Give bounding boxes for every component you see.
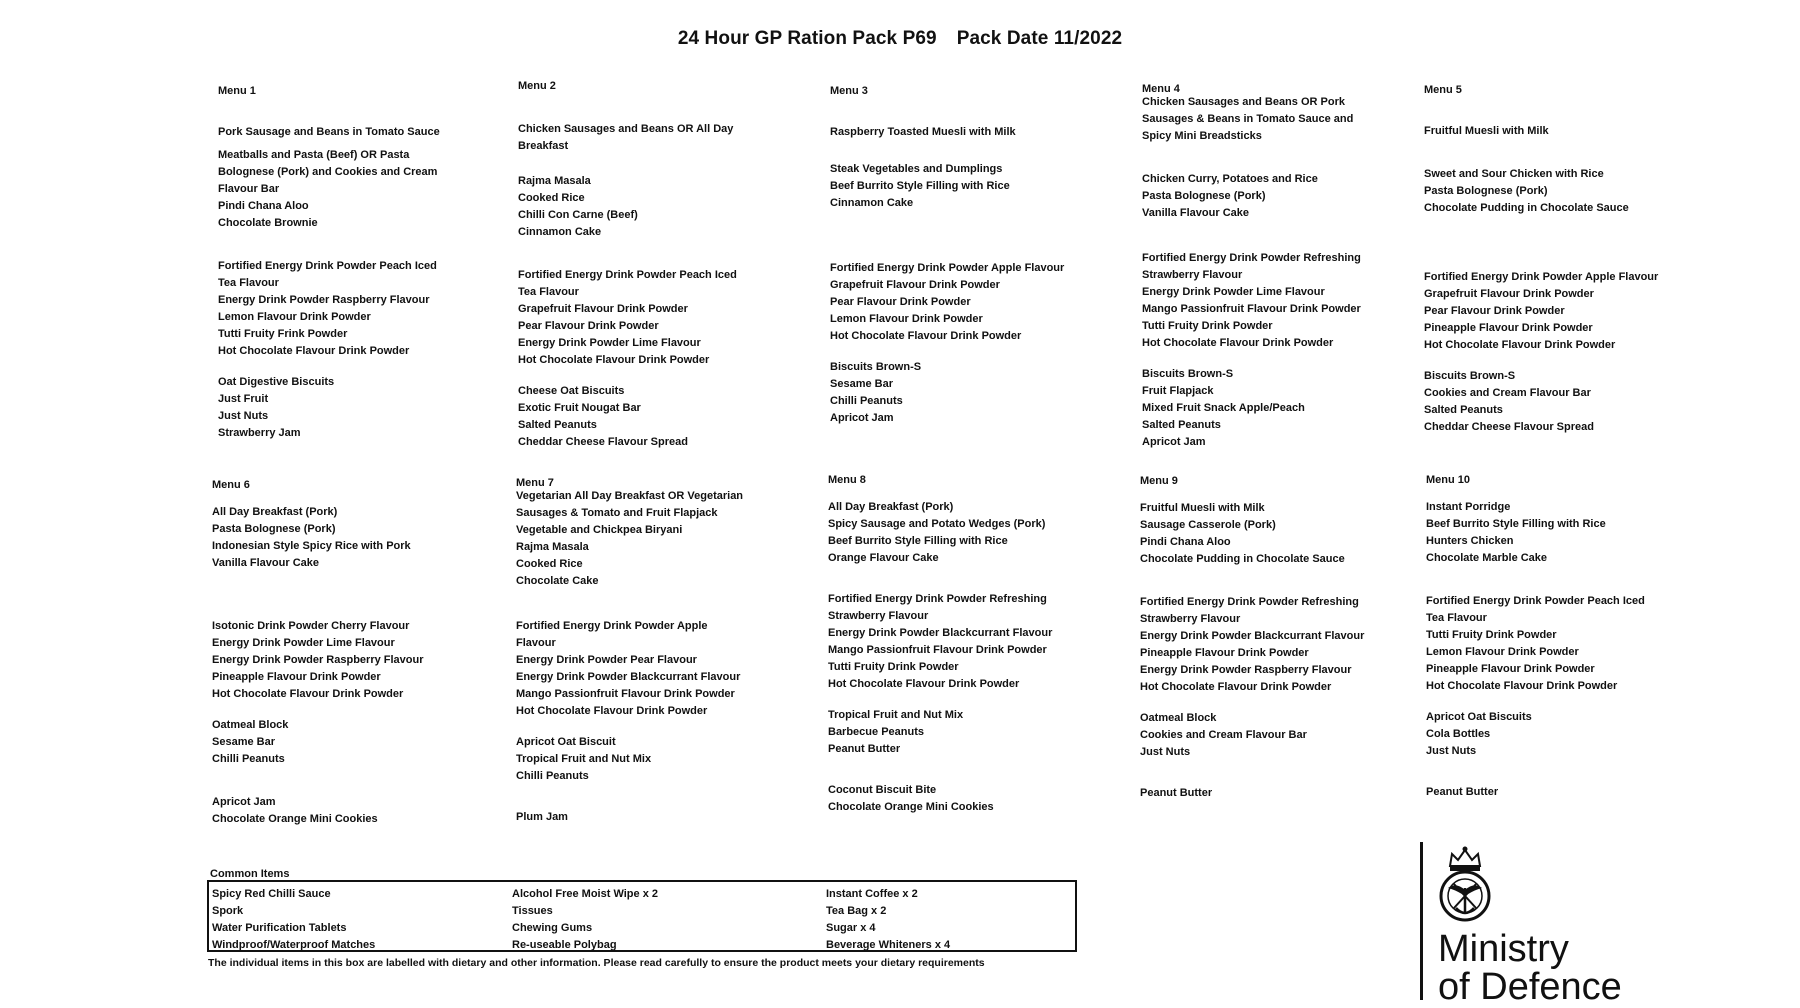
menu-item: Fortified Energy Drink Powder Apple Flavour — [830, 262, 1065, 274]
menu-item: Apricot Jam — [830, 412, 894, 424]
menu-item-group — [828, 499, 1088, 567]
menu-item: Chilli Peanuts — [516, 770, 589, 782]
menu-item-group — [1426, 784, 1656, 801]
menu-item: Pork Sausage and Beans in Tomato Sauce — [218, 126, 440, 138]
common-item: Spicy Red Chilli Sauce — [212, 888, 331, 900]
menu-item: Cheddar Cheese Flavour Spread — [1424, 421, 1594, 433]
menu-title: Menu 9 — [1140, 475, 1178, 487]
menu-item-group — [516, 734, 746, 785]
mod-wordmark-line2: of Defence — [1438, 966, 1622, 1008]
menu-2 — [518, 79, 758, 451]
menu-item: Peanut Butter — [1426, 786, 1499, 798]
menu-item: Sausage Casserole (Pork) — [1140, 519, 1276, 531]
menu-item: Vegetable and Chickpea Biryani — [516, 524, 683, 536]
pack-title: 24 Hour GP Ration Pack P69 — [677, 28, 937, 49]
common-items-label: Common Items — [210, 868, 290, 880]
menu-item-group — [212, 717, 447, 768]
mod-wordmark-line1: Ministry — [1438, 928, 1569, 970]
menu-item: Chocolate Cake — [516, 575, 599, 587]
common-item: Instant Coffee x 2 — [826, 888, 918, 900]
menu-item: Chicken Curry, Potatoes and Rice — [1142, 173, 1318, 185]
menu-item: Chilli Peanuts — [830, 395, 903, 407]
menu-title: Menu 8 — [828, 474, 866, 486]
menu-6 — [212, 478, 447, 828]
common-items-box — [207, 880, 1077, 952]
menu-item: Energy Drink Powder Raspberry Flavour — [1140, 664, 1352, 676]
menu-item: Cookies and Cream Flavour Bar — [1140, 729, 1307, 741]
common-column — [826, 886, 1066, 954]
menu-item: Barbecue Peanuts — [828, 726, 924, 738]
menu-item: Salted Peanuts — [1142, 419, 1221, 431]
menu-item: Sesame Bar — [212, 736, 275, 748]
menu-item-group — [1140, 785, 1365, 802]
menu-item: Chocolate Orange Mini Cookies — [828, 801, 994, 813]
logo-divider — [1420, 842, 1423, 1000]
menu-item: Hot Chocolate Flavour Drink Powder — [212, 688, 404, 700]
menu-item: Peanut Butter — [828, 743, 901, 755]
menu-item: Just Fruit — [218, 393, 269, 405]
menu-item-group — [518, 173, 758, 241]
menu-item-group — [830, 359, 1070, 427]
pack-date: Pack Date 11/2022 — [956, 28, 1123, 49]
menu-item: Energy Drink Powder Raspberry Flavour — [212, 654, 424, 666]
menu-item: Vanilla Flavour Cake — [1142, 207, 1249, 219]
menu-item: Grapefruit Flavour Drink Powder — [1424, 288, 1594, 300]
menu-item: Tropical Fruit and Nut Mix — [828, 709, 964, 721]
menu-item: Indonesian Style Spicy Rice with Pork — [212, 540, 411, 552]
menu-item-group — [828, 782, 1088, 816]
menu-item: Chocolate Pudding in Chocolate Sauce — [1140, 553, 1345, 565]
menu-item: Strawberry Jam — [218, 427, 301, 439]
menu-item: Chocolate Brownie — [218, 217, 318, 229]
menu-item: Pasta Bolognese (Pork) — [1142, 190, 1266, 202]
menu-item: Fortified Energy Drink Powder Peach Iced Tea Flavour — [1426, 595, 1645, 624]
menu-title: Menu 5 — [1424, 84, 1462, 96]
menu-item: Rajma Masala — [518, 175, 591, 187]
menu-item: Mango Passionfruit Flavour Drink Powder — [516, 688, 735, 700]
common-item: Alcohol Free Moist Wipe x 2 — [512, 888, 658, 900]
menu-item: Vanilla Flavour Cake — [212, 557, 319, 569]
menu-item: Cooked Rice — [518, 192, 585, 204]
menu-item: Fortified Energy Drink Powder Peach Iced Tea Flavour — [218, 260, 437, 289]
menu-item: Instant Porridge — [1426, 501, 1511, 513]
menu-item: Fortified Energy Drink Powder Peach Iced Tea Flavour — [518, 269, 737, 298]
menu-item: Biscuits Brown-S — [1142, 368, 1234, 380]
menu-item: Chilli Con Carne (Beef) — [518, 209, 638, 221]
menu-item: Pear Flavour Drink Powder — [1424, 305, 1565, 317]
menu-item-group — [830, 161, 1070, 212]
menu-item: Plum Jam — [516, 811, 568, 823]
menu-item: Oatmeal Block — [1140, 712, 1217, 724]
menu-item: Energy Drink Powder Lime Flavour — [518, 337, 701, 349]
menu-1 — [218, 84, 448, 442]
menu-item: Tutti Fruity Drink Powder — [1142, 320, 1273, 332]
menu-item: Mango Passionfruit Flavour Drink Powder — [1142, 303, 1361, 315]
page-title — [0, 28, 1800, 50]
common-item: Beverage Whiteners x 4 — [826, 939, 951, 951]
menu-item: Sweet and Sour Chicken with Rice — [1424, 168, 1604, 180]
common-item: Chewing Gums — [512, 922, 593, 934]
menu-item: Cheddar Cheese Flavour Spread — [518, 436, 688, 448]
menu-item: Oatmeal Block — [212, 719, 289, 731]
menu-5 — [1424, 83, 1664, 436]
menu-item: Pineapple Flavour Drink Powder — [1140, 647, 1309, 659]
menu-item: Isotonic Drink Powder Cherry Flavour — [212, 620, 410, 632]
menu-item-group — [828, 707, 1088, 758]
common-item: Water Purification Tablets — [212, 922, 347, 934]
menu-item: Hot Chocolate Flavour Drink Powder — [828, 678, 1020, 690]
menu-item: Apricot Oat Biscuit — [516, 736, 616, 748]
menu-8 — [828, 473, 1088, 816]
menu-item: Cola Bottles — [1426, 728, 1491, 740]
mod-wordmark — [1438, 930, 1622, 1006]
menu-title: Menu 4 — [1142, 83, 1180, 95]
menu-item: Mango Passionfruit Flavour Drink Powder — [828, 644, 1047, 656]
menu-item-group — [516, 488, 746, 590]
menu-item-group — [1142, 171, 1367, 222]
menu-item: Beef Burrito Style Filling with Rice — [1426, 518, 1606, 530]
menu-item: Energy Drink Powder Blackcurrant Flavour — [828, 627, 1053, 639]
menu-item: Vegetarian All Day Breakfast OR Vegetarian Sausages & Tomato and Fruit Flapjack — [516, 490, 744, 519]
menu-item: Fruitful Muesli with Milk — [1424, 125, 1549, 137]
menu-item: Grapefruit Flavour Drink Powder — [830, 279, 1000, 291]
menu-item-group — [1426, 499, 1656, 567]
menu-title: Menu 7 — [516, 477, 554, 489]
menu-item: Apricot Jam — [1142, 436, 1206, 448]
common-item: Windproof/Waterproof Matches — [212, 939, 376, 951]
menu-item: Lemon Flavour Drink Powder — [218, 311, 371, 323]
menu-item: Tutti Fruity Frink Powder — [218, 328, 348, 340]
menu-item: Pasta Bolognese (Pork) — [212, 523, 336, 535]
menu-item-group — [212, 618, 447, 703]
menu-item: Just Nuts — [1426, 745, 1477, 757]
menu-item: Cinnamon Cake — [518, 226, 602, 238]
menu-item-group — [1142, 366, 1367, 451]
menu-item: Chicken Sausages and Beans OR All Day Breakfast — [518, 123, 734, 152]
menu-item-group — [1140, 594, 1365, 696]
common-item: Sugar x 4 — [826, 922, 876, 934]
menu-item: Tutti Fruity Drink Powder — [1426, 629, 1557, 641]
menu-item: Fortified Energy Drink Powder Apple Flavour — [1424, 271, 1659, 283]
menu-item: Cinnamon Cake — [830, 197, 914, 209]
menu-item: Spicy Sausage and Potato Wedges (Pork) — [828, 518, 1046, 530]
mod-crest-icon — [1434, 844, 1496, 926]
menu-item: Meatballs and Pasta (Beef) OR Pasta Bolognese (Pork) and Cookies and Cream Flavour Bar — [218, 149, 438, 195]
menu-item: Pasta Bolognese (Pork) — [1424, 185, 1548, 197]
menu-item-group — [828, 591, 1088, 693]
common-column — [212, 886, 502, 954]
menu-item-group — [1142, 250, 1367, 352]
menu-item-group — [1140, 710, 1365, 761]
menu-item: Pear Flavour Drink Powder — [830, 296, 971, 308]
menu-item: Hot Chocolate Flavour Drink Powder — [516, 705, 708, 717]
menu-item: Biscuits Brown-S — [1424, 370, 1516, 382]
menu-item: Cheese Oat Biscuits — [518, 385, 625, 397]
menu-item-group — [1426, 593, 1656, 695]
menu-item: Just Nuts — [1140, 746, 1191, 758]
menu-item: Grapefruit Flavour Drink Powder — [518, 303, 688, 315]
menu-item: All Day Breakfast (Pork) — [212, 506, 338, 518]
mod-logo — [1420, 842, 1640, 1008]
menu-item-group — [1424, 123, 1664, 140]
menu-item: Peanut Butter — [1140, 787, 1213, 799]
menu-item: Energy Drink Powder Lime Flavour — [212, 637, 395, 649]
menu-item: Raspberry Toasted Muesli with Milk — [830, 126, 1016, 138]
common-item: Spork — [212, 905, 244, 917]
menu-item: Energy Drink Powder Raspberry Flavour — [218, 294, 430, 306]
menu-item: Energy Drink Powder Pear Flavour — [516, 654, 697, 666]
menu-item: Hot Chocolate Flavour Drink Powder — [1424, 339, 1616, 351]
menu-4 — [1142, 82, 1367, 451]
menu-title: Menu 3 — [830, 85, 868, 97]
menu-item-group — [218, 147, 448, 232]
menu-item: Tropical Fruit and Nut Mix — [516, 753, 652, 765]
menu-item-group — [1426, 709, 1656, 760]
menu-item: Energy Drink Powder Lime Flavour — [1142, 286, 1325, 298]
menu-item-group — [516, 809, 746, 826]
menu-item: Fortified Energy Drink Powder Refreshing Strawberry Flavour — [828, 593, 1047, 622]
menu-item: Salted Peanuts — [1424, 404, 1503, 416]
menu-item: Pineapple Flavour Drink Powder — [1426, 663, 1595, 675]
menu-item: Pineapple Flavour Drink Powder — [1424, 322, 1593, 334]
menu-title: Menu 2 — [518, 80, 556, 92]
menu-item-group — [1142, 94, 1367, 145]
menu-item-group — [830, 124, 1070, 141]
menu-item: Coconut Biscuit Bite — [828, 784, 937, 796]
menu-item-group — [218, 258, 448, 360]
menu-item: Apricot Oat Biscuits — [1426, 711, 1532, 723]
menu-item: Beef Burrito Style Filling with Rice — [828, 535, 1008, 547]
menu-item: Chocolate Marble Cake — [1426, 552, 1548, 564]
menu-item: Biscuits Brown-S — [830, 361, 922, 373]
menu-9 — [1140, 474, 1365, 802]
menu-item: Fruit Flapjack — [1142, 385, 1214, 397]
menu-item: Chocolate Orange Mini Cookies — [212, 813, 378, 825]
menu-item-group — [516, 618, 746, 720]
menu-item-group — [218, 374, 448, 442]
menu-item-group — [830, 260, 1070, 345]
menu-item-group — [1140, 500, 1365, 568]
menu-item-group — [218, 124, 448, 141]
menu-item: Cooked Rice — [516, 558, 583, 570]
menu-item: Fruitful Muesli with Milk — [1140, 502, 1265, 514]
menu-item-group — [1424, 269, 1664, 354]
menu-item: Pear Flavour Drink Powder — [518, 320, 659, 332]
common-column — [512, 886, 802, 954]
menu-3 — [830, 84, 1070, 427]
menu-item: Hunters Chicken — [1426, 535, 1514, 547]
menu-item: Oat Digestive Biscuits — [218, 376, 335, 388]
dietary-note: The individual items in this box are labelled with dietary and other information. Please read carefully to ensure the product meets your dietary requirements — [208, 957, 985, 969]
menu-item: Pindi Chana Aloo — [1140, 536, 1231, 548]
menu-item: Lemon Flavour Drink Powder — [1426, 646, 1579, 658]
menu-title: Menu 6 — [212, 479, 250, 491]
menu-item: Hot Chocolate Flavour Drink Powder — [1426, 680, 1618, 692]
menu-item: Chilli Peanuts — [212, 753, 285, 765]
menu-item: Cookies and Cream Flavour Bar — [1424, 387, 1591, 399]
menu-item: Exotic Fruit Nougat Bar — [518, 402, 641, 414]
menu-item-group — [212, 794, 447, 828]
menu-item: Chicken Sausages and Beans OR Pork Sausages & Beans in Tomato Sauce and Spicy Mini Breadsticks — [1142, 96, 1354, 142]
menu-item: Hot Chocolate Flavour Drink Powder — [1142, 337, 1334, 349]
menu-item: Lemon Flavour Drink Powder — [830, 313, 983, 325]
menu-item: Apricot Jam — [212, 796, 276, 808]
menu-item: Fortified Energy Drink Powder Apple Flavour — [516, 620, 708, 649]
common-item: Tea Bag x 2 — [826, 905, 887, 917]
menu-item: Hot Chocolate Flavour Drink Powder — [218, 345, 410, 357]
menu-item: Hot Chocolate Flavour Drink Powder — [830, 330, 1022, 342]
menu-item: Energy Drink Powder Blackcurrant Flavour — [1140, 630, 1365, 642]
menu-item: Rajma Masala — [516, 541, 589, 553]
menu-item-group — [518, 383, 758, 451]
menu-item: Hot Chocolate Flavour Drink Powder — [1140, 681, 1332, 693]
menu-item: Fortified Energy Drink Powder Refreshing Strawberry Flavour — [1140, 596, 1359, 625]
menu-item-group — [212, 504, 447, 572]
menu-item: Energy Drink Powder Blackcurrant Flavour — [516, 671, 741, 683]
menu-7 — [516, 476, 746, 826]
menu-item-group — [518, 267, 758, 369]
menu-item: Salted Peanuts — [518, 419, 597, 431]
menu-title: Menu 1 — [218, 85, 256, 97]
menu-item-group — [1424, 368, 1664, 436]
menu-item: Orange Flavour Cake — [828, 552, 939, 564]
menu-item: Hot Chocolate Flavour Drink Powder — [518, 354, 710, 366]
common-item: Tissues — [512, 905, 553, 917]
menu-item: Pineapple Flavour Drink Powder — [212, 671, 381, 683]
menu-item: Chocolate Pudding in Chocolate Sauce — [1424, 202, 1629, 214]
common-item: Re-useable Polybag — [512, 939, 617, 951]
menu-item: Tutti Fruity Drink Powder — [828, 661, 959, 673]
menu-item: Mixed Fruit Snack Apple/Peach — [1142, 402, 1305, 414]
menu-item: Just Nuts — [218, 410, 269, 422]
menu-item-group — [518, 121, 758, 155]
menu-item: Beef Burrito Style Filling with Rice — [830, 180, 1010, 192]
menu-item: Pindi Chana Aloo — [218, 200, 309, 212]
menu-item: Steak Vegetables and Dumplings — [830, 163, 1003, 175]
menu-item: Sesame Bar — [830, 378, 893, 390]
menu-item-group — [1424, 166, 1664, 217]
menu-title: Menu 10 — [1426, 474, 1471, 486]
menu-item: All Day Breakfast (Pork) — [828, 501, 954, 513]
menu-item: Fortified Energy Drink Powder Refreshing Strawberry Flavour — [1142, 252, 1361, 281]
menu-10 — [1426, 473, 1656, 801]
